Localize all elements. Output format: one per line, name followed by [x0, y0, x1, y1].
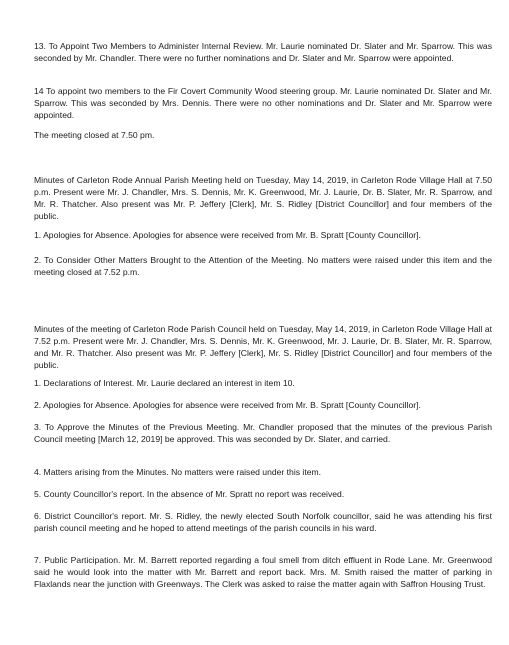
- pc-district-councillor-report: 6. District Councillor's report. Mr. S. Ridley, the newly elected South Norfolk councillor, said he was attending his first parish council meeting and he hoped to attend meetings of the parish councils in his ward.: [34, 511, 492, 533]
- pc-public-participation: 7. Public Participation. Mr. M. Barrett reported regarding a foul smell from ditch effluent in Rode Lane. Mr. Greenwood said he would look into the matter with Mr. Barrett and report back. Mrs. M. Smith raised the matter of parking in Flaxlands near the junction with Greenways. The Clerk was asked to raise the matter again with Saffron Housing Trust.: [34, 555, 492, 589]
- pc-approve-minutes: 3. To Approve the Minutes of the Previous Meeting. Mr. Chandler proposed that the minutes of the previous Parish Council meeting [March 12, 2019] be approved. This was seconded by Dr. Slater, and carried.: [34, 422, 492, 444]
- pc-matters-arising: 4. Matters arising from the Minutes. No matters were raised under this item.: [34, 467, 322, 477]
- item-14-fir-covert-steering-group: 14 To appoint two members to the Fir Covert Community Wood steering group. Mr. Laurie nominated Dr. Slater and Mr. Sparrow. This was seconded by Mrs. Dennis. There were no other nominations and Dr. Slater and Mr. Sparrow were appointed.: [34, 86, 492, 120]
- pc-county-councillor-report: 5. County Councillor's report. In the absence of Mr. Spratt no report was received.: [34, 489, 345, 499]
- pc-apologies: 2. Apologies for Absence. Apologies for absence were received from Mr. B. Spratt [County Councillor].: [34, 400, 421, 410]
- apm-other-matters: 2. To Consider Other Matters Brought to the Attention of the Meeting. No matters were raised under this item and the meeting closed at 7.52 p.m.: [34, 255, 492, 277]
- parish-council-meeting-header: Minutes of the meeting of Carleton Rode Parish Council held on Tuesday, May 14, 2019, in Carleton Rode Village Hall at 7.52 p.m. Present were Mr. J. Chandler, Mrs. S. Dennis, Mr. K. Greenwood, Mr. J. Laurie, Dr. B. Slater, Mr. R. Sparrow, and Mr. R. Thatcher. Also present was Mr. P. Jeffery [Clerk], Mr. S. Ridley [District Councillor] and four members of the public.: [34, 324, 492, 370]
- pc-declarations-of-interest: 1. Declarations of Interest. Mr. Laurie declared an interest in item 10.: [34, 378, 295, 388]
- item-13-internal-review: 13. To Appoint Two Members to Administer Internal Review. Mr. Laurie nominated Dr. Slater and Mr. Sparrow. This was seconded by Mr. Chandler. There were no further nominations and Dr. Slater and Mr. Sparrow were appointed.: [34, 41, 492, 63]
- annual-parish-meeting-header: Minutes of Carleton Rode Annual Parish Meeting held on Tuesday, May 14, 2019, in Carleton Rode Village Hall at 7.50 p.m. Present were Mr. J. Chandler, Mrs. S. Dennis, Mr. K. Greenwood, Mr. J. Laurie, Dr. B. Slater, Mr. R. Sparrow, and Mr. R. Thatcher. Also present was Mr. P. Jeffery [Clerk], Mr. S. Ridley [District Councillor] and four members of the public.: [34, 175, 492, 221]
- meeting-closed-note: The meeting closed at 7.50 pm.: [34, 130, 155, 140]
- apm-apologies: 1. Apologies for Absence. Apologies for absence were received from Mr. B. Spratt [County Councillor].: [34, 230, 421, 240]
